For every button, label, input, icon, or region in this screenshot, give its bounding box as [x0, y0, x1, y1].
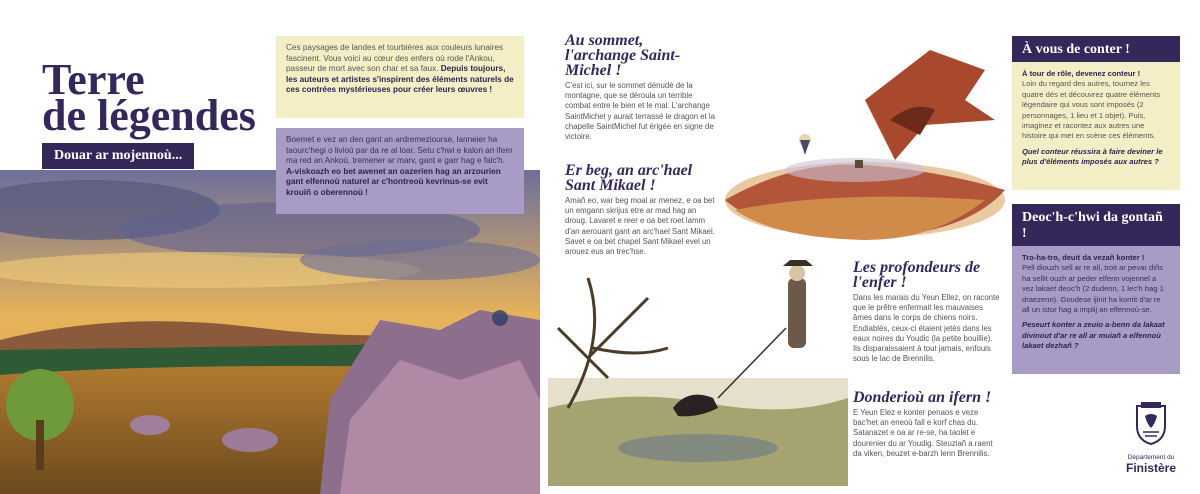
game-fr-lead: À tour de rôle, devenez conteur ! [1022, 69, 1141, 78]
left-page [0, 0, 540, 494]
game-heading-fr: À vous de conter ! [1012, 36, 1180, 62]
game-br-text: Pell diouzh sell ar re all, troit ar pevar diñs ha sellit ouzh ar peder elfenn vojennel a vez lakaet deoc'h (2 dudenn, 1 lec'h hag 1 draezenn). Goudese ijinit ha kontit d'ar re all un istor hag a implij an elfennoù-se. [1022, 263, 1164, 315]
section-text: Amañ eo, war beg moal ar menez, e oa bet un emgann skrijus etre ar mad hag an droug. Lavaret e reer e oa bet roet lamm d'an aerouant gant an arc'hael Sant Mikael. Savet e oa bet chapel Sant Mikael evel un arouez eus an trec'hse. [565, 196, 715, 257]
game-heading-br: Deoc'h-c'hwi da gontañ ! [1012, 204, 1180, 246]
section-title: Er beg, an arc'hael Sant Mikael ! [565, 162, 693, 194]
intro-french-box [276, 36, 524, 118]
section-text: E Yeun Elez e konter penaos e veze bac'het an eneoù fall e korf chas du. Satanazet e oa ar re-se, ha taolet e dourenier du ar Youdig. Steuziañ a raent da viken, beuzet e-barzh lenn Brennilis. [853, 408, 993, 458]
section-title: Les profondeurs de l'enfer ! [853, 259, 981, 291]
section-enfer-fr [853, 260, 1001, 364]
game-box-br [1012, 246, 1180, 374]
game-br-question: Peseurt konter a zeuio a-benn da lakaat divinout d'ar re all ar muiañ a elfennoù lakaet dezhañ ? [1022, 320, 1165, 351]
game-box-fr [1012, 62, 1180, 190]
game-fr-text: Loin du regard des autres, tournez les quatre dés et découvrez quatre éléments légendaire qui vous sont imposés (2 personnages, 1 lieu et 1 objet). Puis, imaginez et racontez aux autres une histoire qui met en scène ces éléments. [1022, 79, 1161, 141]
finistere-logo [1122, 402, 1180, 492]
logo-line1: Département du [1127, 454, 1175, 461]
intro-breton-box [276, 128, 524, 214]
landscape-illustration [0, 170, 540, 494]
logo-line2: Finistère [1125, 461, 1176, 475]
game-br-lead: Tro-ha-tro, deuit da vezañ konter ! [1022, 253, 1145, 262]
section-title: Au sommet, l'archange Saint-Michel ! [565, 32, 681, 79]
marsh-illustration [548, 258, 848, 486]
section-text: C'est ici, sur le sommet dénudé de la montagne, que se déroula un terrible combat entre le bien et le mal. L'archange SaintMichel y aurait terrassé le dragon et la chapelle SaintMichel fut érigée en signe de victoire. [565, 81, 715, 142]
intro-french-bold: Depuis toujours, les auteurs et artistes s'inspirent des éléments naturels de ces contrées mystérieuses pour créer leurs œuvres ! [286, 64, 514, 94]
page-title: Terre de légendes [42, 55, 256, 140]
dragon-illustration [715, 40, 1005, 250]
section-title: Donderioù an ifern ! [853, 389, 992, 406]
game-fr-question: Quel conteur réussira à faire deviner le plus d'éléments imposés aux autres ? [1022, 146, 1163, 167]
section-saint-michel-fr [565, 33, 715, 142]
intro-breton-text: Boemet e vez an den gant an ardremeziourse, lanneier ha taourc'hegi o livioù par da re al loar. Setu c'hwi e kalon an ifern ma red an Ankoù, tremener ar marv, gant e garr hag e falc'h. [286, 135, 513, 165]
intro-breton-bold: A-viskoazh eo bet awenet an oazerien hag an arzourien gant elfennoù naturel ar c'hontreoù kevrinus-se evit krouiñ o oberennoù ! [286, 166, 501, 197]
section-text: Dans les marais du Yeun Ellez, on raconte que le prêtre enfermait les mauvaises âmes dans le corps de chiens noirs. Endiablés, ceux-ci étaient jetés dans les eaux noires du Youdic (la petite bouillie). Ils disparaissaient à tout jamais, enfouis sous le lac de Brennilis. [853, 293, 1000, 364]
breton-subtitle-tag: Douar ar mojennoù... [42, 143, 194, 169]
section-saint-michel-br [565, 163, 715, 257]
shield-icon [1133, 402, 1169, 446]
section-enfer-br [853, 390, 1001, 459]
intro-french-text: Ces paysages de landes et tourbières aux couleurs lunaires fascinent. Vous voici au cœur des enfers où rode l'Ankou, passeur de mort avec son char et sa faux. [286, 43, 504, 73]
